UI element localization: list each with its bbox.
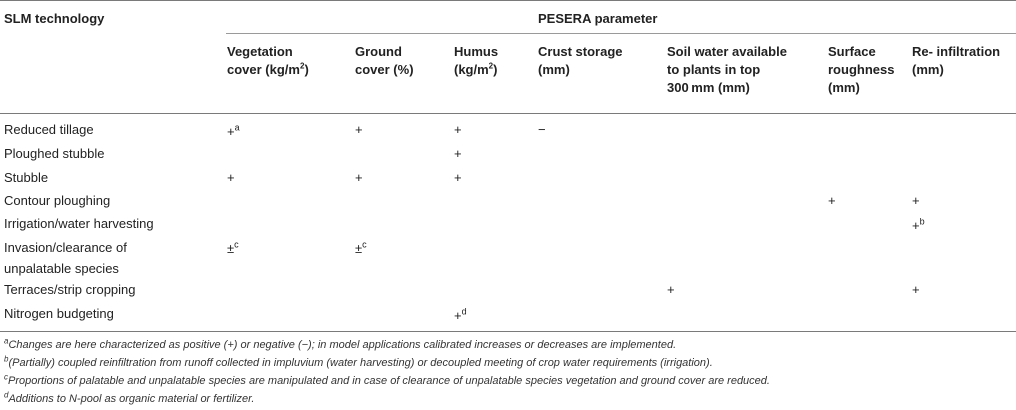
row-label: Stubble [4,170,49,185]
footnote: $^a$Changes are here characterized as positive (+) or negative (−); in model applications calibrated increases or decreases are implemented. [4,336,677,351]
table-cell-mark: + [454,170,462,185]
row-label: Invasion/clearance of unpalatable species [4,240,127,276]
table-cell-mark: + [355,122,363,137]
column-header: Soil water available to plants in top 300 mm (mm) [667,44,787,95]
row-label: Ploughed stubble [4,146,105,161]
table-cell-mark: + [355,170,363,185]
row-label: Reduced tillage [4,122,94,137]
table-cell-mark: + [828,193,836,208]
footnote: $^c$Proportions of palatable and unpalatable species are manipulated and in case of clearance of unpalatable species vegetation and ground cover are reduced. [4,372,770,387]
footnote: $^d$Additions to N-pool as organic material or fertilizer. [4,390,255,405]
table-cell-mark: + [454,146,462,161]
row-label: Terraces/strip cropping [4,282,136,297]
table-cell-mark: +$^a$ [227,122,240,139]
table-cell-mark: − [538,122,546,137]
row-label: Irrigation/water harvesting [4,216,154,231]
table-cell-mark: + [912,193,920,208]
table-cell-mark: + [667,282,675,297]
column-header: Humus $(kg/m^2)$ [454,44,499,77]
column-header: Ground cover (%) [355,44,414,77]
table-cell-mark: +$^b$ [912,216,925,233]
header-pesera-parameter: PESERA parameter [538,11,658,26]
column-header: Surface roughness (mm) [828,44,895,95]
table-top-rule [0,0,1016,1]
row-label: Contour ploughing [4,193,111,208]
table-cell-mark: ±$^c$ [227,239,239,256]
group-header-rule [226,33,1016,34]
footnote: $^b$(Partially) coupled reinfiltration from runoff collected in impluvium (water harvesting) or decoupled meeting of crop water requirements (irrigation). [4,354,713,369]
table-cell-mark: ±$^c$ [355,239,367,256]
header-bottom-rule [0,113,1016,114]
table-cell-mark: + [912,282,920,297]
header-slm-technology: SLM technology [4,11,105,26]
column-header: Crust storage (mm) [538,44,623,77]
table-bottom-rule [0,331,1016,332]
table-cell-mark: +$^d$ [454,306,467,323]
row-label: Nitrogen budgeting [4,306,114,321]
column-header: Re- infiltration (mm) [912,44,1001,77]
table-cell-mark: + [227,170,235,185]
column-header: Vegetation cover $(kg/m^2)$ [227,44,309,77]
table-cell-mark: + [454,122,462,137]
